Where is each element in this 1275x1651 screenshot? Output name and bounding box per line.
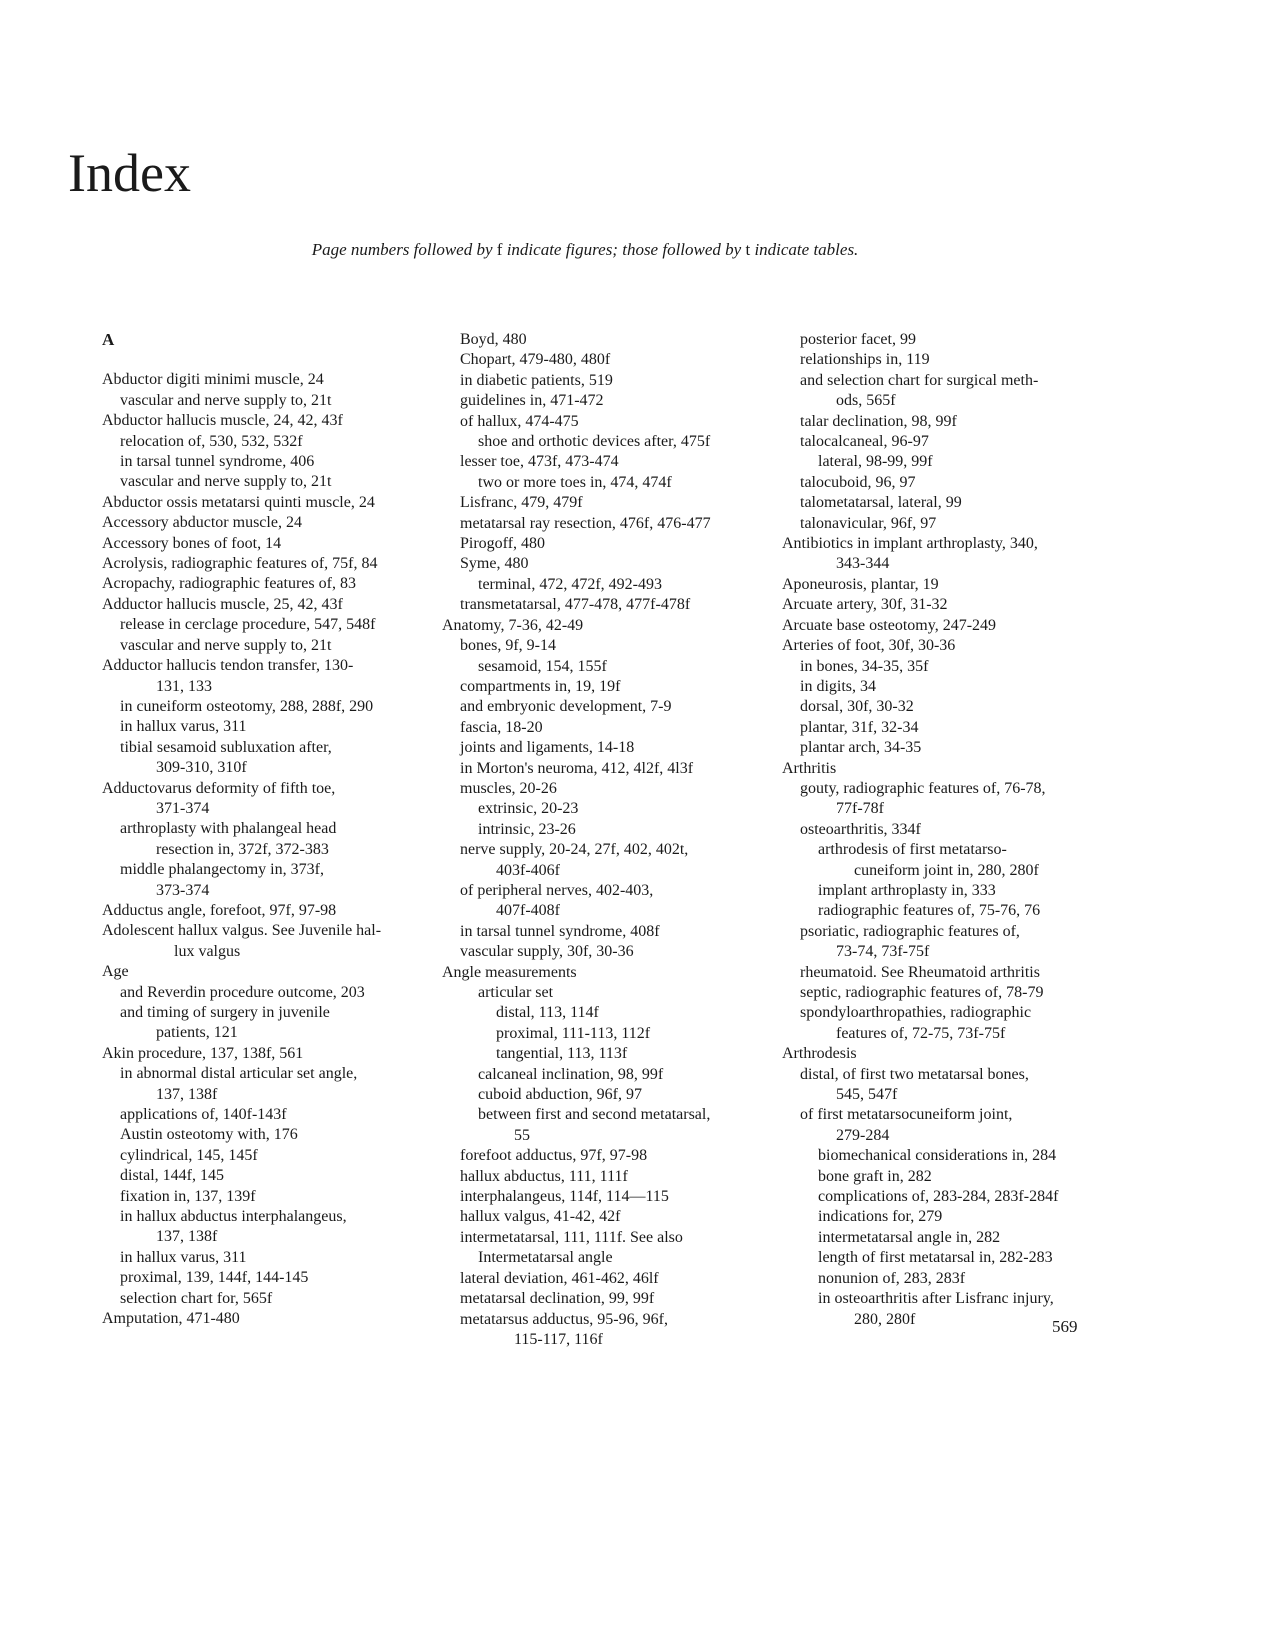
page-title: Index — [68, 143, 191, 203]
index-entry: Adolescent hallux valgus. See Juvenile hal- — [102, 922, 382, 940]
index-entry: terminal, 472, 472f, 492-493 — [478, 575, 662, 593]
index-entry: talocuboid, 96, 97 — [800, 473, 916, 491]
index-entry: distal, of first two metatarsal bones, — [800, 1065, 1029, 1083]
index-entry: 279-284 — [836, 1126, 890, 1144]
index-entry: gouty, radiographic features of, 76-78, — [800, 779, 1046, 797]
index-entry: Chopart, 479-480, 480f — [460, 351, 611, 369]
index-entry: and selection chart for surgical meth- — [800, 371, 1039, 389]
index-entry: articular set — [478, 984, 554, 1001]
index-entry: 280, 280f — [854, 1310, 916, 1328]
index-entry: proximal, 139, 144f, 144-145 — [120, 1269, 309, 1287]
index-entry: proximal, 111-113, 112f — [496, 1024, 651, 1042]
index-entry: radiographic features of, 75-76, 76 — [818, 902, 1041, 920]
index-entry: 131, 133 — [156, 677, 212, 695]
page-number: 569 — [1052, 1317, 1078, 1336]
index-entry: tibial sesamoid subluxation after, — [120, 738, 332, 756]
index-entry: in osteoarthritis after Lisfranc injury, — [818, 1290, 1054, 1308]
index-entry: Aponeurosis, plantar, 19 — [782, 575, 939, 593]
index-entry: vascular and nerve supply to, 21t — [120, 391, 332, 409]
index-entry: sesamoid, 154, 155f — [478, 657, 607, 675]
index-entry: septic, radiographic features of, 78-79 — [800, 984, 1044, 1001]
index-entry: of hallux, 474-475 — [460, 412, 579, 430]
index-entry: 115-117, 116f — [514, 1330, 603, 1348]
index-entry: ods, 565f — [836, 392, 896, 410]
index-entry: shoe and orthotic devices after, 475f — [478, 433, 711, 451]
index-entry: in bones, 34-35, 35f — [800, 657, 929, 675]
index-entry: relationships in, 119 — [800, 351, 930, 369]
index-entry: calcaneal inclination, 98, 99f — [478, 1065, 664, 1083]
note-f-marker: f — [496, 240, 503, 259]
index-entry: 343-344 — [836, 555, 890, 573]
index-entry: talonavicular, 96f, 97 — [800, 514, 937, 532]
index-entry: implant arthroplasty in, 333 — [818, 881, 996, 899]
index-entry: Anatomy, 7-36, 42-49 — [442, 616, 584, 634]
index-entry: 309-310, 310f — [156, 759, 247, 777]
index-entry: hallux abductus, 111, 111f — [460, 1167, 628, 1185]
index-entry: length of first metatarsal in, 282-283 — [818, 1249, 1053, 1267]
index-entry: applications of, 140f-143f — [120, 1106, 287, 1124]
index-entry: intrinsic, 23-26 — [478, 820, 576, 838]
index-entry: intermetatarsal angle in, 282 — [818, 1228, 1001, 1246]
index-entry: muscles, 20-26 — [460, 779, 557, 797]
index-entry: forefoot adductus, 97f, 97-98 — [460, 1147, 648, 1165]
index-entry: release in cerclage procedure, 547, 548f — [120, 616, 376, 634]
index-entry: metatarsal ray resection, 476f, 476-477 — [460, 514, 711, 532]
index-entry: cuneiform joint in, 280, 280f — [854, 861, 1039, 879]
index-entry: in hallux abductus interphalangeus, — [120, 1208, 347, 1226]
index-entry: Acropachy, radiographic features of, 83 — [102, 575, 356, 593]
index-entry: Pirogoff, 480 — [460, 535, 546, 553]
index-entry: Arcuate artery, 30f, 31-32 — [782, 596, 948, 614]
index-entry: Adductor hallucis muscle, 25, 42, 43f — [102, 595, 343, 613]
index-entry: psoriatic, radiographic features of, — [800, 922, 1020, 940]
note-t-marker: t — [745, 240, 751, 259]
index-entry: lateral, 98-99, 99f — [818, 453, 933, 471]
index-entry: extrinsic, 20-23 — [478, 800, 579, 818]
index-entry: Acrolysis, radiographic features of, 75f, 84 — [102, 555, 378, 573]
index-entry: patients, 121 — [156, 1024, 238, 1042]
index-entry: 73-74, 73f-75f — [836, 943, 930, 961]
index-entry: fascia, 18-20 — [460, 718, 543, 736]
index-entry: Boyd, 480 — [460, 331, 527, 348]
index-entry: distal, 113, 114f — [496, 1004, 599, 1022]
index-entry: joints and ligaments, 14-18 — [460, 739, 635, 757]
index-entry: in diabetic patients, 519 — [460, 371, 613, 389]
index-entry: in Morton's neuroma, 412, 4l2f, 4l3f — [460, 759, 694, 777]
index-entry: Adductovarus deformity of fifth toe, — [102, 779, 336, 797]
index-entry: 55 — [514, 1126, 530, 1144]
index-entry: 371-374 — [156, 799, 210, 817]
index-entry: features of, 72-75, 73f-75f — [836, 1024, 1006, 1042]
index-entry: Abductor ossis metatarsi quinti muscle, 24 — [102, 493, 375, 511]
index-entry: two or more toes in, 474, 474f — [478, 473, 672, 491]
index-entry: hallux valgus, 41-42, 42f — [460, 1208, 621, 1226]
index-entry: Adductus angle, forefoot, 97f, 97-98 — [102, 901, 337, 919]
index-entry: spondyloarthropathies, radiographic — [800, 1004, 1032, 1022]
index-entry: 77f-78f — [836, 800, 884, 818]
index-entry: arthroplasty with phalangeal head — [120, 820, 337, 838]
index-entry: middle phalangectomy in, 373f, — [120, 861, 324, 879]
index-entry: Syme, 480 — [460, 555, 529, 573]
index-entry: vascular and nerve supply to, 21t — [120, 636, 332, 654]
index-entry: cylindrical, 145, 145f — [120, 1146, 258, 1164]
index-entry: between first and second metatarsal, — [478, 1106, 711, 1124]
index-entry: compartments in, 19, 19f — [460, 677, 621, 695]
index-entry: lux valgus — [174, 942, 241, 960]
index-entry: complications of, 283-284, 283f-284f — [818, 1188, 1059, 1206]
index-entry: Accessory abductor muscle, 24 — [102, 514, 302, 532]
index-entry: Age — [102, 963, 129, 981]
index-entry: in tarsal tunnel syndrome, 406 — [120, 453, 315, 471]
index-entry: Antibiotics in implant arthroplasty, 340, — [782, 535, 1038, 553]
index-entry: bone graft in, 282 — [818, 1167, 932, 1185]
index-entry: metatarsus adductus, 95-96, 96f, — [460, 1310, 668, 1328]
note-text-3: indicate tables. — [750, 240, 859, 259]
index-entry: vascular supply, 30f, 30-36 — [460, 943, 634, 961]
index-entry: nerve supply, 20-24, 27f, 402, 402t, — [460, 841, 689, 859]
index-entry: of peripheral nerves, 402-403, — [460, 881, 654, 899]
index-entry: vascular and nerve supply to, 21t — [120, 473, 332, 491]
index-entry: and embryonic development, 7-9 — [460, 698, 672, 716]
index-entry: Accessory bones of foot, 14 — [102, 534, 282, 552]
index-entry: lesser toe, 473f, 473-474 — [460, 453, 619, 471]
index-entry: in abnormal distal articular set angle, — [120, 1065, 358, 1083]
index-column-3 — [782, 330, 1112, 1330]
index-entry: osteoarthritis, 334f — [800, 820, 921, 838]
index-entry: talometatarsal, lateral, 99 — [800, 494, 962, 512]
index-entry: metatarsal declination, 99, 99f — [460, 1290, 655, 1308]
index-entry: Amputation, 471-480 — [102, 1310, 240, 1328]
note-text-2: indicate figures; those followed by — [502, 240, 746, 259]
index-entry: and timing of surgery in juvenile — [120, 1004, 330, 1021]
index-entry: biomechanical considerations in, 284 — [818, 1147, 1057, 1165]
index-entry: of first metatarsocuneiform joint, — [800, 1106, 1013, 1124]
index-entry: in cuneiform osteotomy, 288, 288f, 290 — [120, 697, 374, 715]
index-entry: Arthrodesis — [782, 1045, 857, 1063]
index-entry: in hallux varus, 311 — [120, 1248, 247, 1266]
index-entry: rheumatoid. See Rheumatoid arthritis — [800, 963, 1040, 981]
index-entry: cuboid abduction, 96f, 97 — [478, 1086, 642, 1104]
index-entry: plantar, 31f, 32-34 — [800, 718, 919, 736]
index-entry: resection in, 372f, 372-383 — [156, 840, 329, 858]
index-entry: Angle measurements — [442, 963, 577, 981]
index-column-1 — [102, 330, 432, 1330]
index-entry: talocalcaneal, 96-97 — [800, 433, 929, 451]
index-entry: 137, 138f — [156, 1228, 218, 1246]
index-entry: Adductor hallucis tendon transfer, 130- — [102, 657, 354, 675]
index-column-2 — [442, 330, 772, 1350]
index-entry: tangential, 113, 113f — [496, 1045, 628, 1063]
column-2-entries — [442, 330, 772, 1350]
index-entry: Arteries of foot, 30f, 30-36 — [782, 637, 956, 655]
index-entry: transmetatarsal, 477-478, 477f-478f — [460, 596, 691, 614]
index-entry: interphalangeus, 114f, 114—115 — [460, 1188, 669, 1206]
note-text-1: Page numbers followed by — [311, 240, 497, 259]
index-entry: 545, 547f — [836, 1086, 898, 1104]
index-entry: Intermetatarsal angle — [478, 1249, 613, 1267]
index-entry: in digits, 34 — [800, 677, 877, 695]
index-entry: dorsal, 30f, 30-32 — [800, 698, 914, 716]
column-1-entries — [102, 370, 432, 1329]
index-entry: distal, 144f, 145 — [120, 1167, 224, 1185]
index-entry: posterior facet, 99 — [800, 331, 916, 348]
index-entry: Abductor digiti minimi muscle, 24 — [102, 371, 324, 389]
index-entry: Akin procedure, 137, 138f, 561 — [102, 1044, 304, 1062]
index-entry: Austin osteotomy with, 176 — [120, 1126, 298, 1144]
index-entry: indications for, 279 — [818, 1208, 943, 1226]
index-entry: Arthritis — [782, 759, 837, 777]
index-entry: relocation of, 530, 532, 532f — [120, 432, 303, 450]
index-entry: guidelines in, 471-472 — [460, 392, 604, 410]
index-entry: 403f-406f — [496, 861, 560, 879]
index-entry: plantar arch, 34-35 — [800, 739, 922, 757]
index-entry: in tarsal tunnel syndrome, 408f — [460, 922, 660, 940]
index-entry: lateral deviation, 461-462, 46lf — [460, 1269, 659, 1287]
index-note — [0, 240, 1170, 260]
index-entry: and Reverdin procedure outcome, 203 — [120, 983, 365, 1001]
index-entry: talar declination, 98, 99f — [800, 412, 957, 430]
index-entry: nonunion of, 283, 283f — [818, 1269, 966, 1287]
column-3-entries — [782, 330, 1112, 1330]
index-entry: Lisfranc, 479, 479f — [460, 494, 583, 512]
index-entry: arthrodesis of first metatarso- — [818, 841, 1007, 859]
index-entry: in hallux varus, 311 — [120, 718, 247, 736]
index-entry: 373-374 — [156, 881, 210, 899]
index-entry: selection chart for, 565f — [120, 1289, 273, 1307]
index-entry: 407f-408f — [496, 902, 560, 920]
section-letter: A — [102, 330, 115, 349]
index-entry: Arcuate base osteotomy, 247-249 — [782, 616, 997, 634]
index-entry: fixation in, 137, 139f — [120, 1187, 256, 1205]
index-entry: bones, 9f, 9-14 — [460, 637, 556, 655]
index-entry: 137, 138f — [156, 1085, 218, 1103]
index-entry: intermetatarsal, 111, 111f. See also — [460, 1228, 683, 1246]
index-entry: Abductor hallucis muscle, 24, 42, 43f — [102, 412, 343, 430]
